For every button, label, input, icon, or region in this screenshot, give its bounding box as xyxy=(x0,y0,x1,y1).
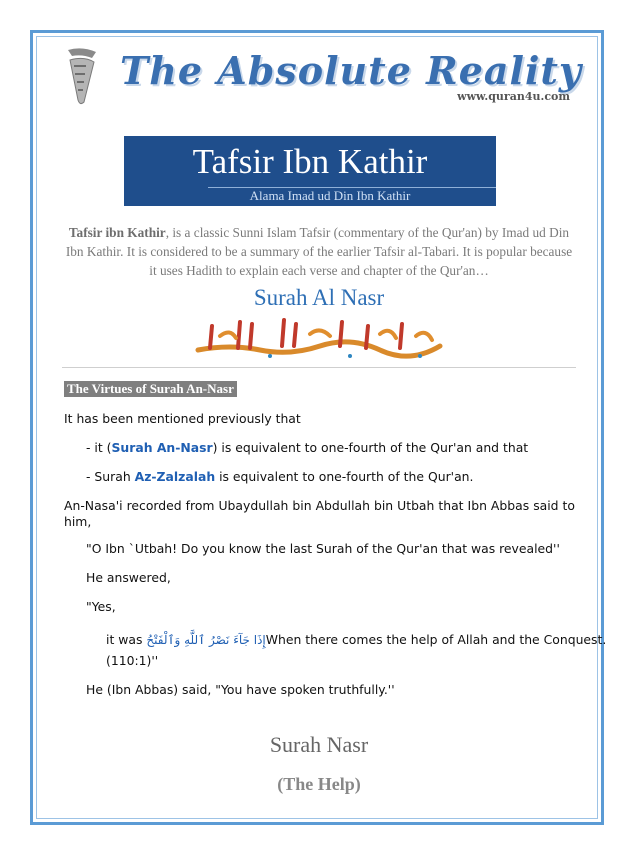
quote-line: (110:1)'' xyxy=(106,653,159,668)
narration-paragraph: An-Nasa'i recorded from Ubaydullah bin Abdullah bin Utbah that Ibn Abbas said to him, xyxy=(64,498,575,529)
bismillah-calligraphy-image xyxy=(190,316,448,360)
arabic-verse: إِذَا جَآءَ نَصْرُ ٱللَّهِ وَٱلْفَتْحُ xyxy=(146,633,266,647)
text-fragment: When there comes the help of Allah and the Conquest. xyxy=(265,632,607,647)
quill-logo-icon xyxy=(62,44,102,108)
surah-heading: Surah Al Nasr xyxy=(253,285,385,310)
quote-line xyxy=(106,632,606,647)
text-fragment: is equivalent to one-fourth of the Qur'an. xyxy=(215,469,474,484)
intro-paragraph xyxy=(62,223,576,280)
intro-text: , is a classic Sunni Islam Tafsir (commentary of the Qur'an) by Imad ud Din Ibn Kathir. It is considered to be a summary of the earlier Tafsir al-Tabari. It is popular because it uses Hadith to explain each verse and chapter of the Qur'an… xyxy=(65,225,573,278)
title-bar xyxy=(124,136,496,206)
surah-an-nasr-link: Surah An-Nasr xyxy=(111,440,213,455)
text-fragment: it was xyxy=(106,632,143,647)
next-surah-title: Surah Nasr xyxy=(269,732,369,757)
text-fragment: - Surah xyxy=(86,469,135,484)
author-subtitle: Alama Imad ud Din Ibn Kathir xyxy=(249,188,411,203)
intro-bold-term: Tafsir ibn Kathir xyxy=(68,225,166,240)
text-fragment: - it ( xyxy=(86,440,112,455)
quote-line: He (Ibn Abbas) said, "You have spoken truthfully.'' xyxy=(86,682,395,697)
quote-line: He answered, xyxy=(86,570,171,585)
quote-line: "O Ibn `Utbah! Do you know the last Surah of the Qur'an that was revealed'' xyxy=(86,541,560,556)
text-line: It has been mentioned previously that xyxy=(64,411,301,426)
text-fragment: ) is equivalent to one-fourth of the Qur'an and that xyxy=(212,440,529,455)
document-title: Tafsir Ibn Kathir xyxy=(192,142,428,181)
section-divider xyxy=(62,367,576,368)
next-surah-subtitle: (The Help) xyxy=(277,774,361,794)
text-line xyxy=(86,440,528,455)
text-line xyxy=(86,469,473,484)
surah-az-zalzalah-link: Az-Zalzalah xyxy=(134,469,216,484)
quote-line: "Yes, xyxy=(86,599,116,614)
banner-title: The Absolute Reality xyxy=(120,48,583,93)
banner-url: www.quran4u.com xyxy=(457,90,570,103)
site-banner xyxy=(62,44,583,108)
section-heading: The Virtues of Surah An-Nasr xyxy=(64,381,237,397)
